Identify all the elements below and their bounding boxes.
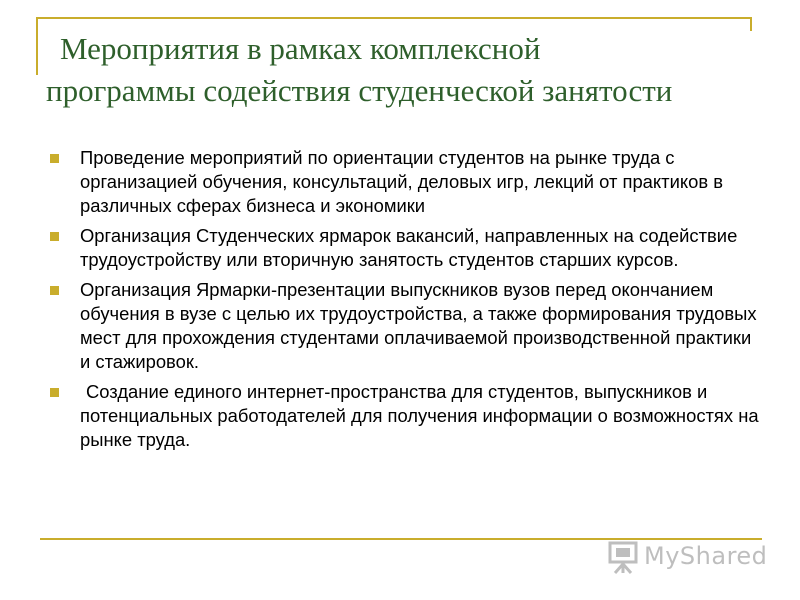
frame-line-left [36,17,38,75]
bullet-list [46,146,766,458]
slide-title-line-2: программы содействия студенческой занятости [46,73,673,108]
bullet-text: Создание единого интернет-пространства для студентов, выпускников и потенциальных работодателей для получения информации о возможностях на рынке труда. [80,381,759,450]
watermark-logo [604,540,768,580]
slide-title-line-1: Мероприятия в рамках комплексной [60,31,541,66]
bullet-text: Организация Студенческих ярмарок вакансий, направленных на содействие трудоустройству или вторичную занятость студентов старших курсов. [80,225,738,270]
bullet-text: Проведение мероприятий по ориентации студентов на рынке труда с организацией обучения, консультаций, деловых игр, лекций от практиков в различных сферах бизнеса и экономики [80,147,723,216]
square-bullet-icon [50,232,59,241]
bullet-item [46,146,766,218]
square-bullet-icon [50,388,59,397]
presentation-board-icon [608,540,640,574]
slide-title [46,28,766,112]
square-bullet-icon [50,154,59,163]
bullet-item [46,224,766,272]
frame-line-top [36,17,752,19]
square-bullet-icon [50,286,59,295]
watermark-brand-text: MyShared [644,542,768,570]
bullet-text: Организация Ярмарки-презентации выпускников вузов перед окончанием обучения в вузе с целью их трудоустройства, а также формирования трудовых мест для прохождения студентами оплачиваемой производственной практики и стажировок. [80,279,757,372]
bullet-item [46,380,766,452]
bullet-item [46,278,766,374]
